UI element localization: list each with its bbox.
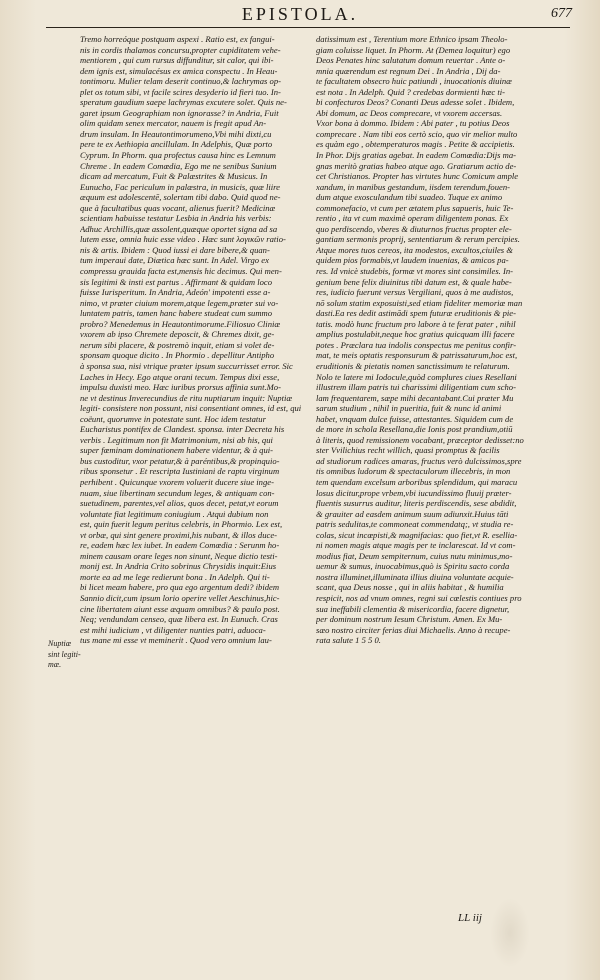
margin-note-line: Nuptiæ bbox=[48, 639, 72, 648]
text-line: vt orbæ, qui sint genere proximi,his nubant, & illos duce- bbox=[80, 529, 278, 540]
text-line: illustrem illam patris tui charissimi diligentiam cum scho- bbox=[316, 382, 516, 393]
text-line: te facultatem obsecro huic patiundi , inuocationis diuinæ bbox=[316, 76, 512, 87]
text-line: ad studiorum radices amaras, fructus verò dulcissimos,spre bbox=[316, 455, 522, 466]
text-line: cet Christianos. Propter has virtutes hunc Comicum ample bbox=[316, 171, 519, 182]
text-line: suetudinem, parentes,vel alios, quos decet, petat,vt eorum bbox=[80, 498, 279, 509]
text-line: Eucharistus pontifex de Clandest. sponsa. inter Decreta his bbox=[80, 424, 285, 435]
text-line: est, quin fuerit legum peritus celebris, in Phormio. Lex est, bbox=[80, 519, 283, 530]
margin-note-line: mæ. bbox=[48, 660, 62, 670]
text-line: verbis . Legitimum non fit Matrimonium, nisi ab his, qui bbox=[80, 434, 273, 445]
text-line: est nota . In Adelph. Quid ? credebas dormienti hæc ti- bbox=[316, 86, 506, 97]
text-line: est mihi iudicium , vt diligenter nunties patri, aduoca- bbox=[80, 624, 266, 635]
text-line: Eunucho, Fac periculum in palæstra, in musicis, quæ liire bbox=[80, 181, 280, 192]
text-line: nis & artis. Ibidem : Quod iussi ei dare bibere,& quan- bbox=[80, 244, 270, 255]
text-line: probro? Menedemus in Heautontimorume.Filiosuo Cliniæ bbox=[80, 318, 281, 329]
text-line: mentiorem , qui cum rursus diffunditur, sit calor, qui ibi- bbox=[80, 55, 274, 66]
text-line: voluntate fiat legitimum coniugium . Atqui dubium non bbox=[80, 508, 269, 519]
text-line: nuam, siue libertinam secundum leges, & antiquam con- bbox=[80, 487, 275, 498]
text-line: luntatem patris, tamen hanc habere studeat cum summo bbox=[80, 308, 273, 319]
text-line: tontimoru. Mulier telam deserit continuo,& lachrymas op- bbox=[80, 76, 281, 87]
text-line: sæo nostro circiter ferias diui Michaelis. Anno à recupe- bbox=[316, 624, 511, 635]
text-line: habet, vnquam dulce fuisse, attestantes. Siquidem cum de bbox=[316, 413, 514, 424]
text-line: res, iudicio fuerunt versus Vergiliani, quos à me audistos, bbox=[316, 287, 514, 298]
text-line: speratum gaudium saepe lachrymas excutere solet. Quis ne- bbox=[80, 97, 287, 108]
text-line: Vxor bona à dommo. Ibidem : Abi pater , tu potius Deos bbox=[316, 118, 510, 129]
text-line: lam frequentarem, sæpe mihi decantabant.Cui præter Mu bbox=[316, 392, 514, 403]
text-line: plet os totum sibi, vt facile scires desyderio id fieri tuo. In- bbox=[80, 86, 281, 97]
text-line: morte ea ad me lege redierunt bona . In Adelph. Qui ti- bbox=[80, 571, 270, 582]
text-line: scant, qua Deus nosse , qui in aliis habitat , & humilia bbox=[316, 582, 504, 593]
text-line: olim quidam senex mercator, nauem is fregit apud An- bbox=[80, 118, 267, 129]
text-line: bi confecturos Deos? Conanti Deus adesse solet . Ibidem, bbox=[316, 97, 515, 108]
text-line: ne vt destinus Inverecundius de ritu nuptiarum inquit: Nuptiæ bbox=[80, 392, 293, 403]
text-line: scientiam habuisse testatur Lesbia in Andria his verbis: bbox=[80, 213, 272, 224]
text-line: losus dicitur,prope vrbem,vbi iucundissimo fluuij præter- bbox=[316, 487, 512, 498]
text-line: sis legitimi & insti est partus . Affirmant & quidam loco bbox=[80, 276, 273, 287]
text-line: nō solum statim exposuisti,sed etiam fideliter memoriæ man bbox=[316, 297, 523, 308]
text-line: cine libertatem aiunt esse æquam omnibus? & paulo post. bbox=[80, 603, 280, 614]
text-line: sua ineffabili clementia & misericordia, facere dignetur, bbox=[316, 603, 510, 614]
text-line: patris sedulitas,te commoneat commendatq;, vt studia re- bbox=[316, 519, 514, 530]
text-line: respicit, nos ad vnum omnes, regni sui cœlestis contiues pro bbox=[316, 592, 522, 603]
text-line: dem ignis est, simulacésus ex amica conspectu . In Heau- bbox=[80, 65, 278, 76]
text-line: à sponsa sua, nisi vtrique præter ipsum succurrisset error. Sic bbox=[80, 360, 293, 371]
text-line: Abi domum, ac Deos comprecare, vt vxorem accersas. bbox=[316, 107, 503, 118]
text-line: tum imperaui date, Diætica hæc sunt. In Adel. Virgo ex bbox=[80, 255, 269, 266]
text-line: ribus sponsetur . Et rescripta Iustiniani de raptu virginum bbox=[80, 466, 280, 477]
text-line: perhibent . Quicunque vxorem voluerit ducere siue inge- bbox=[80, 476, 274, 487]
text-line: que à facultatibus quas vocant, alienus fuerit? Medicinæ bbox=[80, 202, 276, 213]
text-line: tem quendam excelsum arboribus splendidum, qui maracu bbox=[316, 476, 518, 487]
text-line: monij est. In Andria Crito sobrinus Chrysidis inquit:Eius bbox=[80, 561, 277, 572]
text-line: sarum studium , nihil in pueritia, fuit & nunc id animi bbox=[316, 403, 502, 414]
margin-note bbox=[48, 639, 81, 671]
text-line: nis in cordis thalamos concursu,propter cupiditatem vehe- bbox=[80, 44, 281, 55]
text-line: tus mane mi esse vt meminerit . Quod vero omnium lau- bbox=[80, 635, 272, 646]
text-line: minem causam orare leges non sinunt, Neque dictio testi- bbox=[80, 550, 278, 561]
text-line: quidem pios formabis,vt laudem inuenias, & amicos pa- bbox=[316, 255, 509, 266]
text-line: dicam ad mercatum, Fuit & Palæstrites & Musicus. In bbox=[80, 171, 268, 182]
text-line: ni nomen magis atque magis per te inclarescat. Id vt com- bbox=[316, 540, 516, 551]
page-title: EPISTOLA. bbox=[241, 4, 359, 24]
text-line: genium bene felix diuinitus tibi datum est, & quale habe- bbox=[316, 276, 512, 287]
text-line: fuisse Iurisperitum. In Andria, Adeón' impotenti esse a- bbox=[80, 287, 271, 298]
text-line: Neq; vendundam censeo, quæ libera est. In Eunuch. Cras bbox=[80, 614, 278, 625]
text-line: Laches in Hecy. Ego atque orani tecum. Tempus dixi esse, bbox=[80, 371, 280, 382]
text-line: nostra illuminet,illuminata illius diuina voluntate acquie- bbox=[316, 571, 514, 582]
text-line: nerum sibi placere, & postremò inquit, etiam si volet de- bbox=[80, 339, 275, 350]
text-line: mat, te meis optatis responsurum & patrissaturum,hoc est, bbox=[316, 350, 518, 361]
text-line: modius fiat, Deum sempiternum, cuius nutu minimus,mo- bbox=[316, 550, 513, 561]
text-line: Chreme . In eadem Comœdia, Ego me ne senibus Sunium bbox=[80, 160, 277, 171]
text-line: commonefacio, vt cum per ætatem plus sapueris, huic Te- bbox=[316, 202, 514, 213]
text-line: lutem esse, omnia huic esse video . Hæc sunt λογικῶν ratio- bbox=[80, 234, 286, 245]
text-line: In Phor. Dijs gratias agebat. In eadem Comœdia:Dijs ma- bbox=[316, 150, 517, 161]
text-line: dum atque exosculandum tibi suadeo. Tuque ex animo bbox=[316, 192, 503, 203]
text-line: Deos Penates hinc salutatum domum reuertar . Ante o- bbox=[316, 55, 506, 66]
text-line: Tremo horreóque postquam aspexi . Ratio est, ex fangui- bbox=[80, 34, 275, 44]
text-line: eruditionis & pietatis nomen sanctissimum te relaturum. bbox=[316, 360, 510, 371]
text-line: æquum est adolescentē, solertam tibi dabo. Quid quod ne- bbox=[80, 192, 281, 203]
text-line: compressu grauida facta est,mensis hic decimus. Qui men- bbox=[80, 266, 282, 277]
text-line: bus custoditur, vxor petatur,& à paréntibus,& propinquio- bbox=[80, 455, 280, 466]
text-line: per dominum nostrum Iesum Christum. Amen. Ex Mu- bbox=[316, 614, 503, 625]
margin-note-line: sint legiti- bbox=[48, 649, 81, 659]
text-line: de more in schola Resellana,die Ionis post prandium,otiū bbox=[316, 424, 513, 435]
text-line: mnia quærendum est regnum Dei . In Andria , Dij da- bbox=[316, 65, 501, 76]
text-line: potes . Præclara tua indolis conspectus me penitus confir- bbox=[316, 339, 517, 350]
text-line: tis omnibus ludorum & spectaculorum illecebris, in mon bbox=[316, 466, 511, 477]
text-line: tatis. modò hunc fructum pro labore à te ferat pater , nihil bbox=[316, 318, 516, 329]
text-line: garet ipsum Geographiam non ignorasse? in Andria, Fuit bbox=[80, 107, 279, 118]
text-line: Sannio dicit,cum ipsum lorio operire vellet Aeschinus,hic- bbox=[80, 592, 280, 603]
running-head bbox=[0, 4, 600, 28]
text-line: rata salute 1 5 5 0. bbox=[316, 635, 381, 646]
text-line: Adhuc Archillis,quæ assolent,quæque oportet signa ad sa bbox=[80, 223, 278, 234]
text-line: super fœminam dominationem habere videntur, & à qui- bbox=[80, 445, 274, 456]
text-line: Cyprum. In Phorm. qua profectus causa hinc es Lemnum bbox=[80, 150, 276, 161]
text-line: datissimum est , Terentium more Ethnico ipsam Theolo- bbox=[316, 34, 508, 44]
right-text-column bbox=[316, 34, 546, 646]
text-line: à literis, quod remissionem vocabant, præceptor dedisset:no bbox=[316, 434, 524, 445]
text-line: pere te ex Aethiopia ancillulam. In Adelphis, Quæ porto bbox=[80, 139, 273, 150]
header-rule bbox=[46, 27, 570, 28]
text-line: legiti- consistere non possunt, nisi consentiant omnes, id est, qui bbox=[80, 403, 302, 414]
text-line: bi licet meam habere, pro qua ego argentum dedi? ibidem bbox=[80, 582, 280, 593]
text-line: drum insulam. In Heautontimorumeno,Vbi mihi dixti,cu bbox=[80, 128, 272, 139]
text-line: es quàm ego , obtemperaturos magis . Petite & accipietis. bbox=[316, 139, 515, 150]
text-line: xandum, in manibus gestandum, iisdem terendum,fouen- bbox=[316, 181, 510, 192]
text-line: rentio , ita vt cum maximè operam diligentem ponas. Ex bbox=[316, 213, 509, 224]
text-line: Atque mores tuos cereos, ita modestos, excultos,ciuiles & bbox=[316, 244, 513, 255]
text-line: dasti.Ea res dedit astimādi spem futuræ eruditionis & pie- bbox=[316, 308, 516, 319]
text-line: giam coluisse liquet. In Phorm. At (Demea loquitur) ego bbox=[316, 44, 511, 55]
text-line: gantiam sermonis proprij, sententiarum & rerum percipies. bbox=[316, 234, 520, 245]
text-line: quo perdiscendo, vberes & diuturnos fructus propter ele- bbox=[316, 223, 512, 234]
text-line: fluentis susurrus auditur, literis perdiscendis, sese abdidit, bbox=[316, 498, 517, 509]
text-line: nimo, vt præter ciuium morem,atque legem,præter sui vo- bbox=[80, 297, 279, 308]
text-line: impulsu duxisti meo. Hæc iuribus prorsus affinia sunt.Mo- bbox=[80, 382, 281, 393]
text-line: colas, sicut incœpisti,& magnifacias: quo fiet,vt R. esellia- bbox=[316, 529, 518, 540]
text-line: ster Vvilichius recht willich, quasi promptus & facilis bbox=[316, 445, 500, 456]
text-line: & grauiter ad easdem animum suum adiunxit.Huius tāti bbox=[316, 508, 509, 519]
text-line: uemur & sumus, inuocabimus,quò is Spiritu sacto corda bbox=[316, 561, 510, 572]
text-line: vxorem ab ipso Chremete deposcit, & Chremes dixit, ge- bbox=[80, 329, 275, 340]
page-number: 677 bbox=[551, 6, 572, 21]
text-line: re, eadem hæc lex iubet. In eadem Comœdia : Serunm ho- bbox=[80, 540, 280, 551]
text-line: coëunt, quorumve in potestate sunt. Hoc idem testatur bbox=[80, 413, 266, 424]
text-line: gnas meritò gratias habeo atque ago. Gratiarum actio de- bbox=[316, 160, 517, 171]
paper-stain bbox=[490, 898, 530, 968]
text-line: res. Id vnicè studebis, formæ vt mores sint consimiles. In- bbox=[316, 266, 513, 277]
text-line: comprecare . Nam tibi eos certò scio, quo vir melior multo bbox=[316, 128, 518, 139]
text-line: sponsam quoque dicito . In Phormio . depellitur Antipho bbox=[80, 350, 275, 361]
text-line: amplius postulabit,neque hoc gratius quicquam illi facere bbox=[316, 329, 515, 340]
text-line: Nolo te latere mi Iodocule,quòd complures ciues Resellani bbox=[316, 371, 517, 382]
left-text-column bbox=[80, 34, 306, 646]
signature-mark: LL iij bbox=[458, 912, 482, 924]
